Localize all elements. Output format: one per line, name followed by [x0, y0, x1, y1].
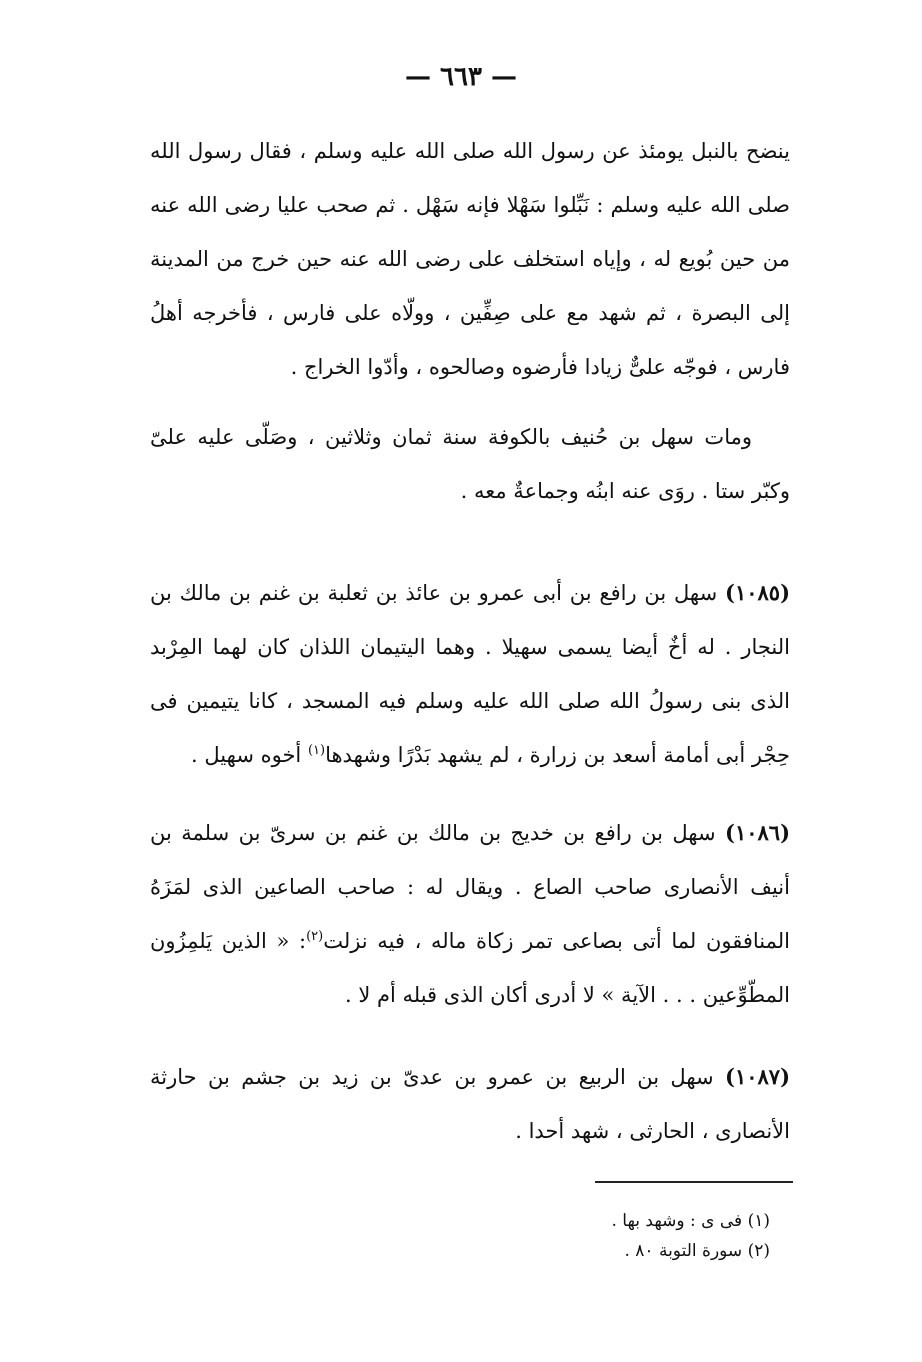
footnotes — [430, 1206, 770, 1266]
footnote: (٢) سورة التوبة ٨٠ . — [624, 1241, 770, 1261]
footnote: (١) فى ى : وشهد بها . — [611, 1211, 770, 1231]
entry-text-tail: : « الذين يَلمِزُون المطّوِّعين . . . الآية » لا أدرى أكان الذى قبله أم لا . — [150, 929, 790, 1007]
continuation-block — [150, 124, 790, 518]
entry-paragraph — [150, 1050, 790, 1158]
entry-number: (١٠٨٥) — [725, 580, 790, 605]
footnote-ref: (١) — [307, 743, 326, 758]
entry-1087 — [150, 1050, 790, 1158]
entry-1086 — [150, 806, 790, 1022]
entry-text-tail: أخوه سهيل . — [191, 743, 308, 767]
entry-text: سهل بن الربيع بن عمرو بن عدىّ بن زيد بن جشم بن حارثة الأنصارى ، الحارثى ، شهد أحدا . — [150, 1065, 790, 1143]
entry-number: (١٠٨٧) — [725, 1064, 790, 1089]
entry-paragraph — [150, 566, 790, 782]
entry-text: سهل بن رافع بن خديج بن مالك بن غنم بن سرىّ بن سلمة بن أنيف الأنصارى صاحب الصاع . ويقال له : صاحب الصاعين الذى لمَزَهُ المنافقون لما أتى بصاعى تمر زكاة ماله ، فيه نزلت — [150, 821, 790, 953]
entry-paragraph — [150, 806, 790, 1022]
footnote-ref: (٢) — [306, 929, 324, 944]
entry-1085 — [150, 566, 790, 782]
page-number: — ٦٦٣ — — [404, 62, 518, 92]
entry-text: سهل بن رافع بن أبى عمرو بن عائذ بن ثعلبة بن غنم بن مالك بن النجار . له أخٌ أيضا يسمى سهيلا . وهما اليتيمان اللذان كان لهما المِرْبد الذى بنى رسولُ الله صلى الله عليه وسلم فيه المسجد ، كانا يتيمين فى حِجْر أبى أمامة أسعد بن زرارة ، لم يشهد بَدْرًا وشهدها — [150, 581, 790, 767]
entry-number: (١٠٨٦) — [725, 820, 790, 845]
footnote-divider — [595, 1181, 793, 1183]
paragraph: ومات سهل بن حُنيف بالكوفة سنة ثمان وثلاثين ، وصَلّى عليه علىّ وكبّر ستا . روَى عنه ابنُه وجماعةٌ معه . — [150, 425, 790, 503]
paragraph: ينضح بالنبل يومئذ عن رسول الله صلى الله عليه وسلم ، فقال رسول الله صلى الله عليه وسلم : نَبِّلوا سَهْلا فإنه سَهْل . ثم صحب عليا رضى الله عنه من حين بُويع له ، وإياه استخلف على رضى الله عنه حين خرج من المدينة إلى البصرة ، ثم شهد مع على صِفِّين ، وولّاه على فارس ، فأخرجه أهلُ فارس ، فوجّه علىٌّ زيادا فأرضوه وصالحوه ، وأدّوا الخراج . — [150, 139, 790, 379]
